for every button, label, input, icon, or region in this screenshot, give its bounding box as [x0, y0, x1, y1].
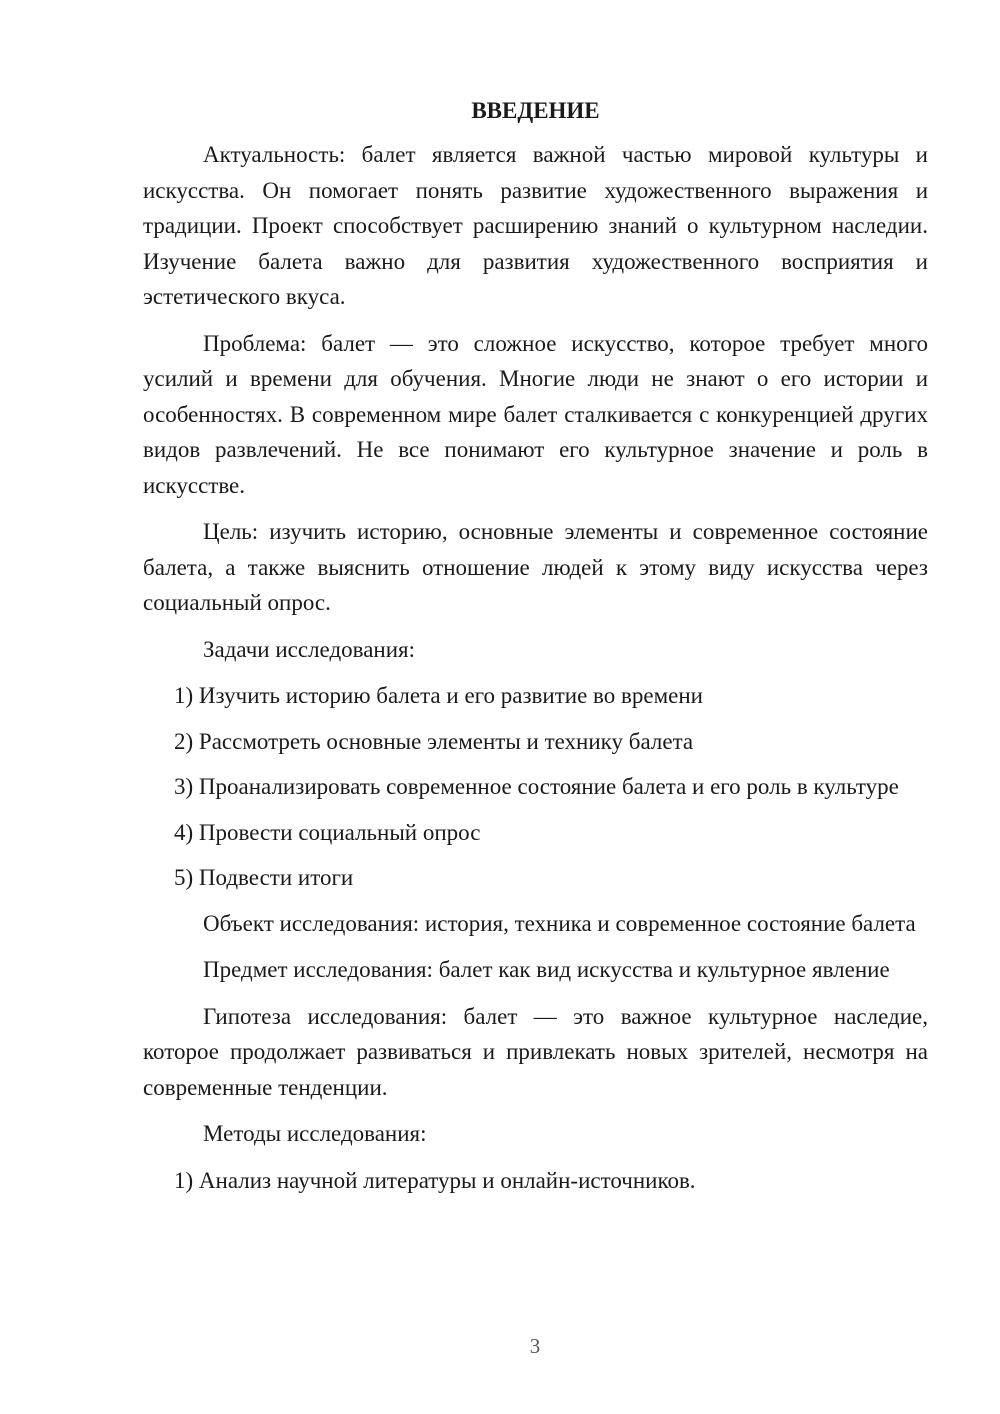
tasks-heading: Задачи исследования:	[203, 636, 416, 662]
hypothesis-paragraph: Гипотеза исследования: балет — это важное культурное наследие, которое продолжает развиваться и привлекать новых зрителей, несмотря на современные тенденции.	[143, 1003, 928, 1100]
relevance-paragraph: Актуальность: балет является важной частью мировой культуры и искусства. Он помогает понять развитие художественного выражения и традиции. Проект способствует расширению знаний о культурном наследии. Изучение балета важно для развития художественного восприятия и эстетического вкуса.	[143, 142, 928, 309]
subject-paragraph: Предмет исследования: балет как вид искусства и культурное явление	[203, 957, 890, 982]
task-item: 5) Подвести итоги	[174, 865, 354, 890]
task-item: 1) Изучить историю балета и его развитие во времени	[174, 683, 703, 708]
goal-paragraph: Цель: изучить историю, основные элементы и современное состояние балета, а также выяснить отношение людей к этому виду искусства через социальный опрос.	[143, 519, 928, 615]
problem-paragraph: Проблема: балет — это сложное искусство, которое требует много усилий и времени для обучения. Многие люди не знают о его истории и особенностях. В современном мире балет сталкивается с конкуренцией других видов развлечений. Не все понимают его культурное значение и роль в искусстве.	[143, 330, 928, 498]
method-item: 1) Анализ научной литературы и онлайн-источников.	[174, 1167, 696, 1193]
methods-heading: Методы исследования:	[203, 1121, 427, 1146]
page-number: 3	[529, 1334, 541, 1358]
task-item: 2) Рассмотреть основные элементы и технику балета	[174, 728, 694, 754]
section-title: ВВЕДЕНИЕ	[471, 98, 600, 123]
page-content	[143, 95, 928, 1208]
task-item: 3) Проанализировать современное состояние балета и его роль в культуре	[174, 774, 899, 799]
object-paragraph: Объект исследования: история, техника и современное состояние балета	[203, 910, 916, 936]
task-item: 4) Провести социальный опрос	[174, 819, 481, 845]
